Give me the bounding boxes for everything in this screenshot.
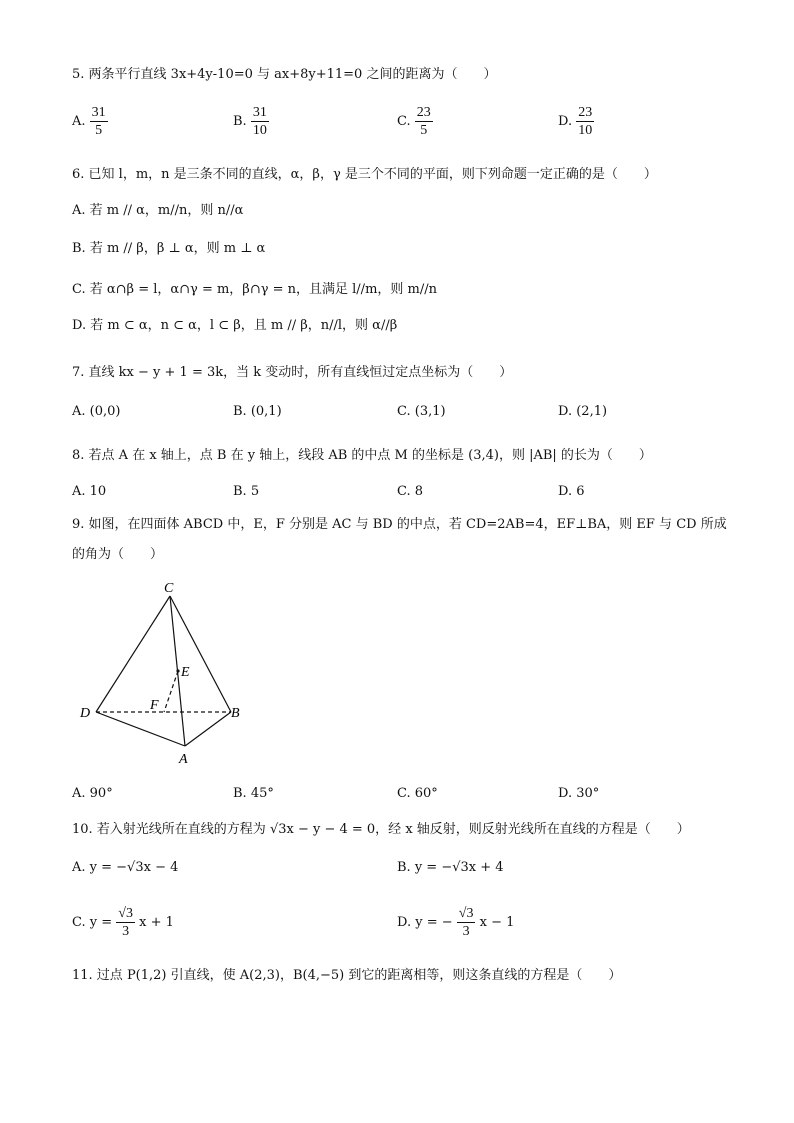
q10-option-d	[397, 905, 514, 940]
q9-option-a: A. 90°	[72, 786, 113, 801]
fraction	[457, 905, 476, 940]
label-e: E	[181, 665, 190, 680]
tetrahedron-figure	[70, 578, 260, 774]
denominator: 10	[578, 123, 593, 138]
question-10-stem: 10. 若入射光线所在直线的方程为 √3x − y − 4 = 0，经 x 轴反射，则反射光线所在直线的方程是（ ）	[72, 822, 690, 837]
label-c: C	[164, 581, 174, 596]
q6-option-a: A. 若 m // α，m//n，则 n//α	[72, 203, 244, 218]
q7-option-c: C. (3,1)	[397, 404, 446, 419]
question-8-stem: 8. 若点 A 在 x 轴上，点 B 在 y 轴上，线段 AB 的中点 M 的坐标是 (3,4)，则 |AB| 的长为（ ）	[72, 448, 652, 463]
q10-option-b: B. y = −√3x + 4	[397, 860, 504, 875]
q10-option-c	[72, 905, 174, 940]
numerator: 23	[578, 105, 593, 120]
q6-option-b: B. 若 m // β，β ⊥ α，则 m ⊥ α	[72, 241, 266, 256]
option-letter: D.	[397, 915, 412, 930]
segment-ef-hidden	[164, 671, 178, 712]
question-11-stem: 11. 过点 P(1,2) 引直线，使 A(2,3)，B(4,−5) 到它的距离相等，则这条直线的方程是（ ）	[72, 968, 622, 983]
denominator: 5	[420, 123, 428, 138]
q5-option-a	[72, 104, 108, 139]
question-5-stem: 5. 两条平行直线 3x+4y-10=0 与 ax+8y+11=0 之间的距离为（ ）	[72, 67, 497, 82]
option-letter: B.	[233, 114, 247, 129]
denominator: 3	[122, 924, 130, 939]
label-b: B	[231, 706, 240, 721]
equation-rhs: x − 1	[479, 915, 515, 930]
q9-option-b: B. 45°	[233, 786, 274, 801]
question-9-stem: 9. 如图，在四面体 ABCD 中，E，F 分别是 AC 与 BD 的中点，若 CD=2AB=4，EF⊥BA，则 EF 与 CD 所成的角为（ ）	[72, 517, 727, 562]
fraction	[116, 905, 135, 940]
numerator: 31	[91, 105, 106, 120]
option-letter: C.	[397, 114, 411, 129]
edge-da	[96, 712, 185, 746]
denominator: 5	[95, 123, 103, 138]
label-f: F	[150, 698, 159, 713]
fraction	[90, 104, 108, 139]
denominator: 10	[252, 123, 267, 138]
option-letter: C.	[72, 915, 86, 930]
q5-option-b	[233, 104, 269, 139]
q7-option-b: B. (0,1)	[233, 404, 282, 419]
question-6-stem: 6. 已知 l，m，n 是三条不同的直线，α，β，γ 是三个不同的平面，则下列命题一定正确的是（ ）	[72, 167, 657, 182]
equation-lhs: y =	[89, 915, 113, 930]
q7-option-a: A. (0,0)	[72, 404, 121, 419]
q5-option-c	[397, 104, 433, 139]
q10-option-a: A. y = −√3x − 4	[72, 860, 179, 875]
question-7-stem: 7. 直线 kx − y + 1 = 3k，当 k 变动时，所有直线恒过定点坐标为（ ）	[72, 365, 513, 380]
label-a: A	[179, 752, 188, 767]
q7-option-d: D. (2,1)	[558, 404, 608, 419]
edge-cb	[170, 596, 231, 712]
q5-option-d	[558, 104, 594, 139]
option-letter: D.	[558, 114, 573, 129]
edge-cd	[96, 596, 170, 712]
q9-option-d: D. 30°	[558, 786, 600, 801]
numerator: √3	[118, 906, 133, 921]
fraction	[415, 104, 433, 139]
edge-ab	[185, 712, 231, 746]
q8-option-d: D. 6	[558, 484, 585, 499]
numerator: 23	[416, 105, 431, 120]
equation-lhs: y = −	[415, 915, 453, 930]
q8-option-c: C. 8	[397, 484, 424, 499]
point-e	[176, 669, 179, 672]
denominator: 3	[462, 924, 470, 939]
q6-option-d: D. 若 m ⊂ α，n ⊂ α，l ⊂ β，且 m // β，n//l，则 α//β	[72, 318, 398, 333]
q9-option-c: C. 60°	[397, 786, 438, 801]
label-d: D	[80, 706, 91, 721]
equation-rhs: x + 1	[139, 915, 174, 930]
numerator: √3	[458, 906, 474, 921]
q6-option-c: C. 若 α∩β = l，α∩γ = m，β∩γ = n，且满足 l//m，则 m//n	[72, 282, 437, 297]
numerator: 31	[252, 105, 267, 120]
option-letter: A.	[72, 114, 86, 129]
q8-option-b: B. 5	[233, 484, 260, 499]
q8-option-a: A. 10	[72, 484, 107, 499]
fraction	[251, 104, 269, 139]
fraction	[576, 104, 594, 139]
